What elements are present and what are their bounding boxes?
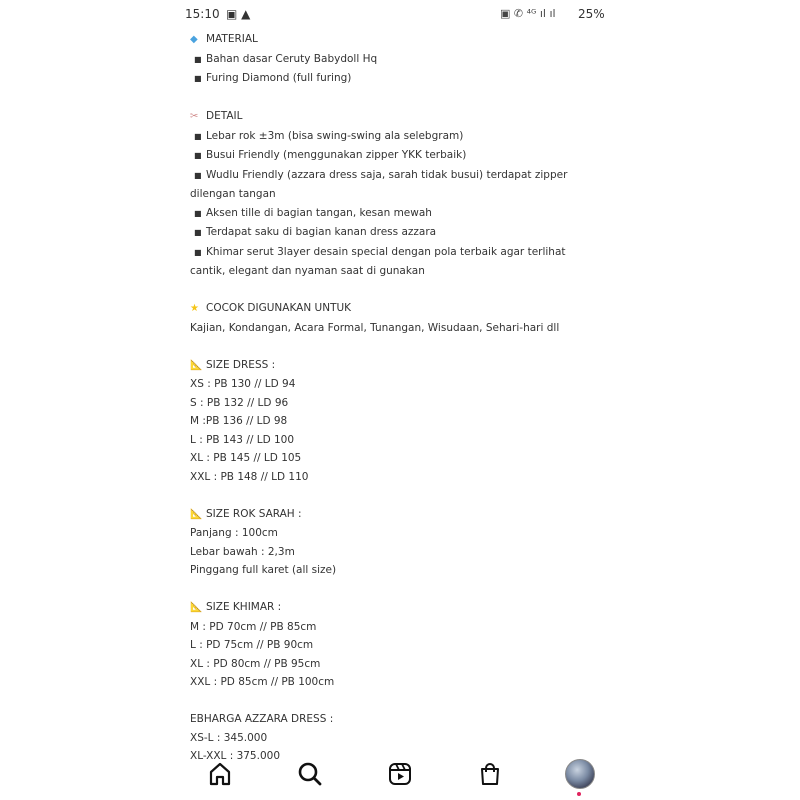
reels-icon [387,761,413,787]
ruler-icon: 📐 [190,508,203,520]
bullet-icon: ■ [194,170,202,180]
list-item-continuation: cantik, elegant dan nyaman saat di gunakan [190,265,425,277]
size-row: L : PD 75cm // PB 90cm [190,639,314,651]
size-row: XXL : PB 148 // LD 110 [190,470,309,483]
size-khimar-heading [190,598,620,618]
status-time: 15:10 [185,7,220,21]
nav-reels-button[interactable] [384,758,416,790]
material-heading-text: MATERIAL [206,33,258,45]
size-row: Pinggang full karet (all size) [190,564,337,576]
list-item-text: Bahan dasar Ceruty Babydoll Hq [206,52,378,65]
size-row: XL : PB 145 // LD 105 [190,452,302,464]
list-item [190,69,620,89]
star-icon: ★ [190,303,199,314]
ruler-icon: 📐 [190,602,203,613]
list-item [190,146,620,166]
list-item [190,243,620,263]
bullet-icon: ■ [194,228,202,237]
gem-icon: ◆ [190,34,198,45]
size-row: L : PB 143 // LD 100 [190,433,295,446]
bottom-nav [180,752,620,796]
nav-search-button[interactable] [294,758,326,790]
shop-bag-icon [477,761,503,787]
ruler-icon: 📐 [190,359,203,371]
nav-shop-button[interactable] [474,758,506,790]
post-caption [190,30,620,766]
scissors-icon: ✂ [190,111,199,122]
list-item-text: Busui Friendly (menggunakan zipper YKK terbaik) [206,149,467,161]
cocok-text: Kajian, Kondangan, Acara Formal, Tunangan, Wisudaan, Sehari-hari dll [190,321,560,334]
list-item-text: Terdapat saku di bagian kanan dress azzara [206,226,437,238]
size-khimar-heading-text: SIZE KHIMAR : [206,601,282,613]
list-item [190,166,620,186]
list-item [190,127,620,147]
size-row: Lebar bawah : 2,3m [190,545,295,558]
bullet-icon: ■ [194,131,202,141]
price-row: XS-L : 345.000 [190,731,268,744]
cocok-heading [190,299,620,319]
list-item-text: Furing Diamond (full furing) [206,72,352,84]
status-bar [182,6,622,24]
detail-heading-text: DETAIL [206,110,243,122]
bullet-icon: ■ [194,54,202,64]
bullet-icon: ■ [194,151,202,160]
list-item [190,204,620,224]
size-dress-heading [190,356,620,376]
size-row: M : PD 70cm // PB 85cm [190,620,317,633]
size-row: M :PB 136 // LD 98 [190,415,288,427]
bullet-icon: ■ [194,74,202,83]
notification-dot [577,792,581,796]
list-item [190,223,620,243]
size-rok-heading-text: SIZE ROK SARAH : [206,507,302,520]
harga-heading: EBHARGA AZZARA DRESS : [190,713,334,725]
bullet-icon: ■ [194,247,202,257]
nav-home-button[interactable] [204,758,236,790]
price-row: XL-XXL : 375.000 [190,750,280,762]
list-item-text: Aksen tille di bagian tangan, kesan mewah [206,206,432,219]
list-item-text: Khimar serut 3layer desain special dengan pola terbaik agar terlihat [206,245,566,258]
bullet-icon: ■ [194,208,202,218]
size-row: XL : PD 80cm // PB 95cm [190,657,321,670]
search-icon [297,761,323,787]
list-item [190,50,620,70]
size-dress-heading-text: SIZE DRESS : [206,358,276,371]
size-row: Panjang : 100cm [190,527,278,539]
nav-profile-button[interactable] [564,758,596,790]
home-icon [207,761,233,787]
detail-heading [190,107,620,127]
notification-icons: ▣ ▲ [226,7,251,21]
profile-avatar [565,759,595,789]
signal-icons: ▣ ✆ ⁴ᴳ ıl ıl [500,7,556,20]
size-row: XS : PB 130 // LD 94 [190,378,296,390]
material-heading [190,30,620,50]
size-rok-heading [190,505,620,525]
size-row: S : PB 132 // LD 96 [190,396,289,409]
list-item-continuation: dilengan tangan [190,188,276,200]
list-item-text: Lebar rok ±3m (bisa swing-swing ala selebgram) [206,129,464,142]
battery-level: 25% [578,7,605,21]
list-item-text: Wudlu Friendly (azzara dress saja, sarah tidak busui) terdapat zipper [206,168,568,181]
size-row: XXL : PD 85cm // PB 100cm [190,676,335,688]
cocok-heading-text: COCOK DIGUNAKAN UNTUK [206,302,352,314]
